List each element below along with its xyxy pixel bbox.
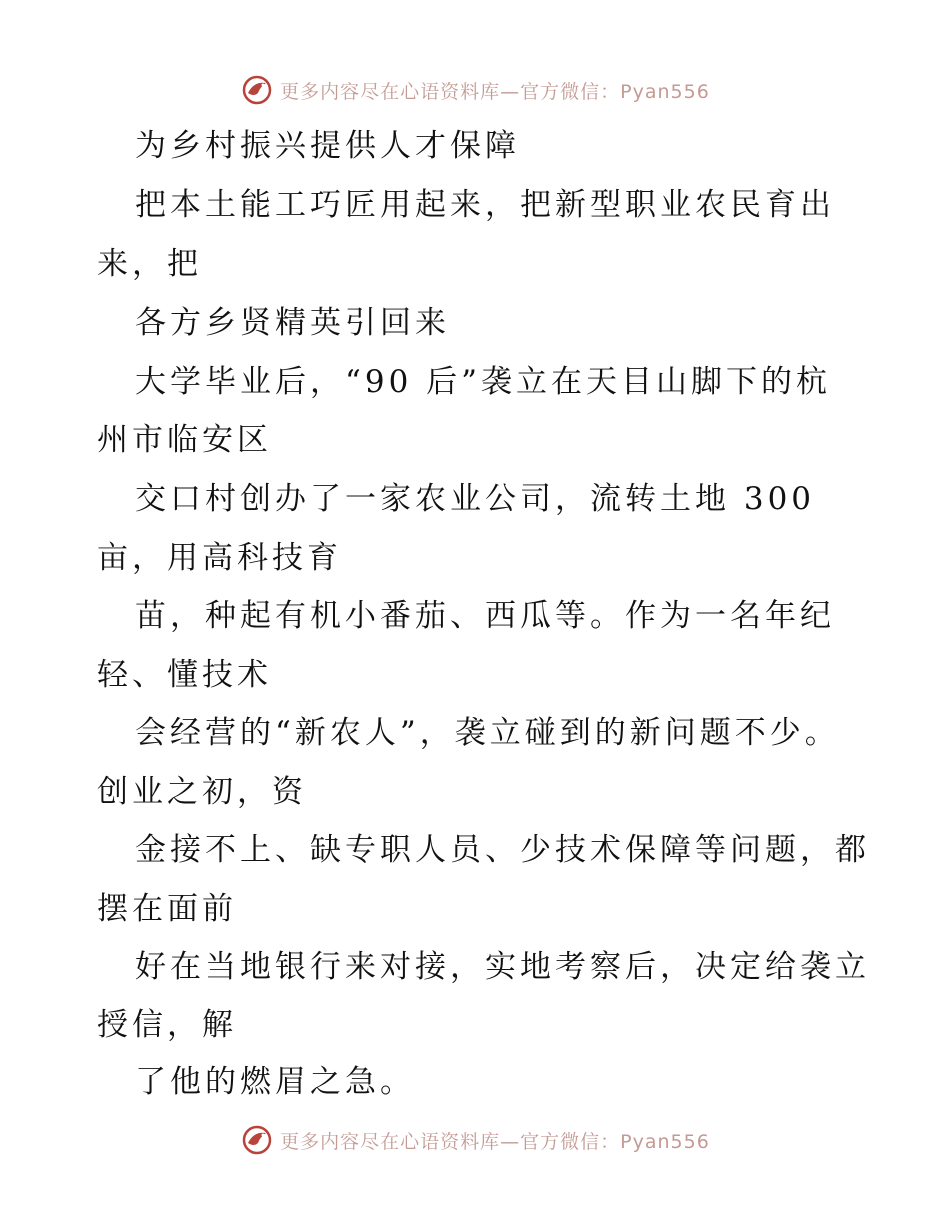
- footer-banner: [0, 1120, 950, 1160]
- text-line: 了他的燃眉之急。: [135, 1064, 415, 1100]
- text-line: 摆在面前: [97, 891, 237, 927]
- text-line: 创业之初，资: [97, 774, 307, 810]
- text-line: 轻、懂技术: [97, 657, 272, 693]
- red-bird-logo-icon: [240, 1123, 274, 1157]
- banner-text: 更多内容尽在心语资料库—官方微信：Pyan556: [280, 80, 710, 103]
- header-banner: [0, 70, 950, 110]
- text-line: 为乡村振兴提供人才保障: [135, 128, 520, 164]
- banner-text: 更多内容尽在心语资料库—官方微信：Pyan556: [280, 1130, 710, 1153]
- text-line: 亩，用高科技育: [97, 540, 342, 576]
- red-bird-logo-icon: [240, 73, 274, 107]
- text-line: 州市临安区: [97, 422, 272, 458]
- text-line: 来，把: [97, 246, 202, 282]
- text-line: 大学毕业后，“90 后”袭立在天目山脚下的杭: [135, 364, 831, 400]
- text-line: 交口村创办了一家农业公司，流转土地 300: [135, 481, 816, 517]
- text-line: 苗，种起有机小番茄、西瓜等。作为一名年纪: [135, 598, 835, 634]
- text-line: 会经营的“新农人”，袭立碰到的新问题不少。: [135, 715, 840, 751]
- text-line: 授信，解: [97, 1007, 237, 1043]
- text-line: 把本土能工巧匠用起来，把新型职业农民育出: [135, 187, 835, 223]
- text-line: 各方乡贤精英引回来: [135, 305, 450, 341]
- text-line: 好在当地银行来对接，实地考察后，决定给袭立: [135, 949, 870, 985]
- text-line: 金接不上、缺专职人员、少技术保障等问题，都: [135, 832, 870, 868]
